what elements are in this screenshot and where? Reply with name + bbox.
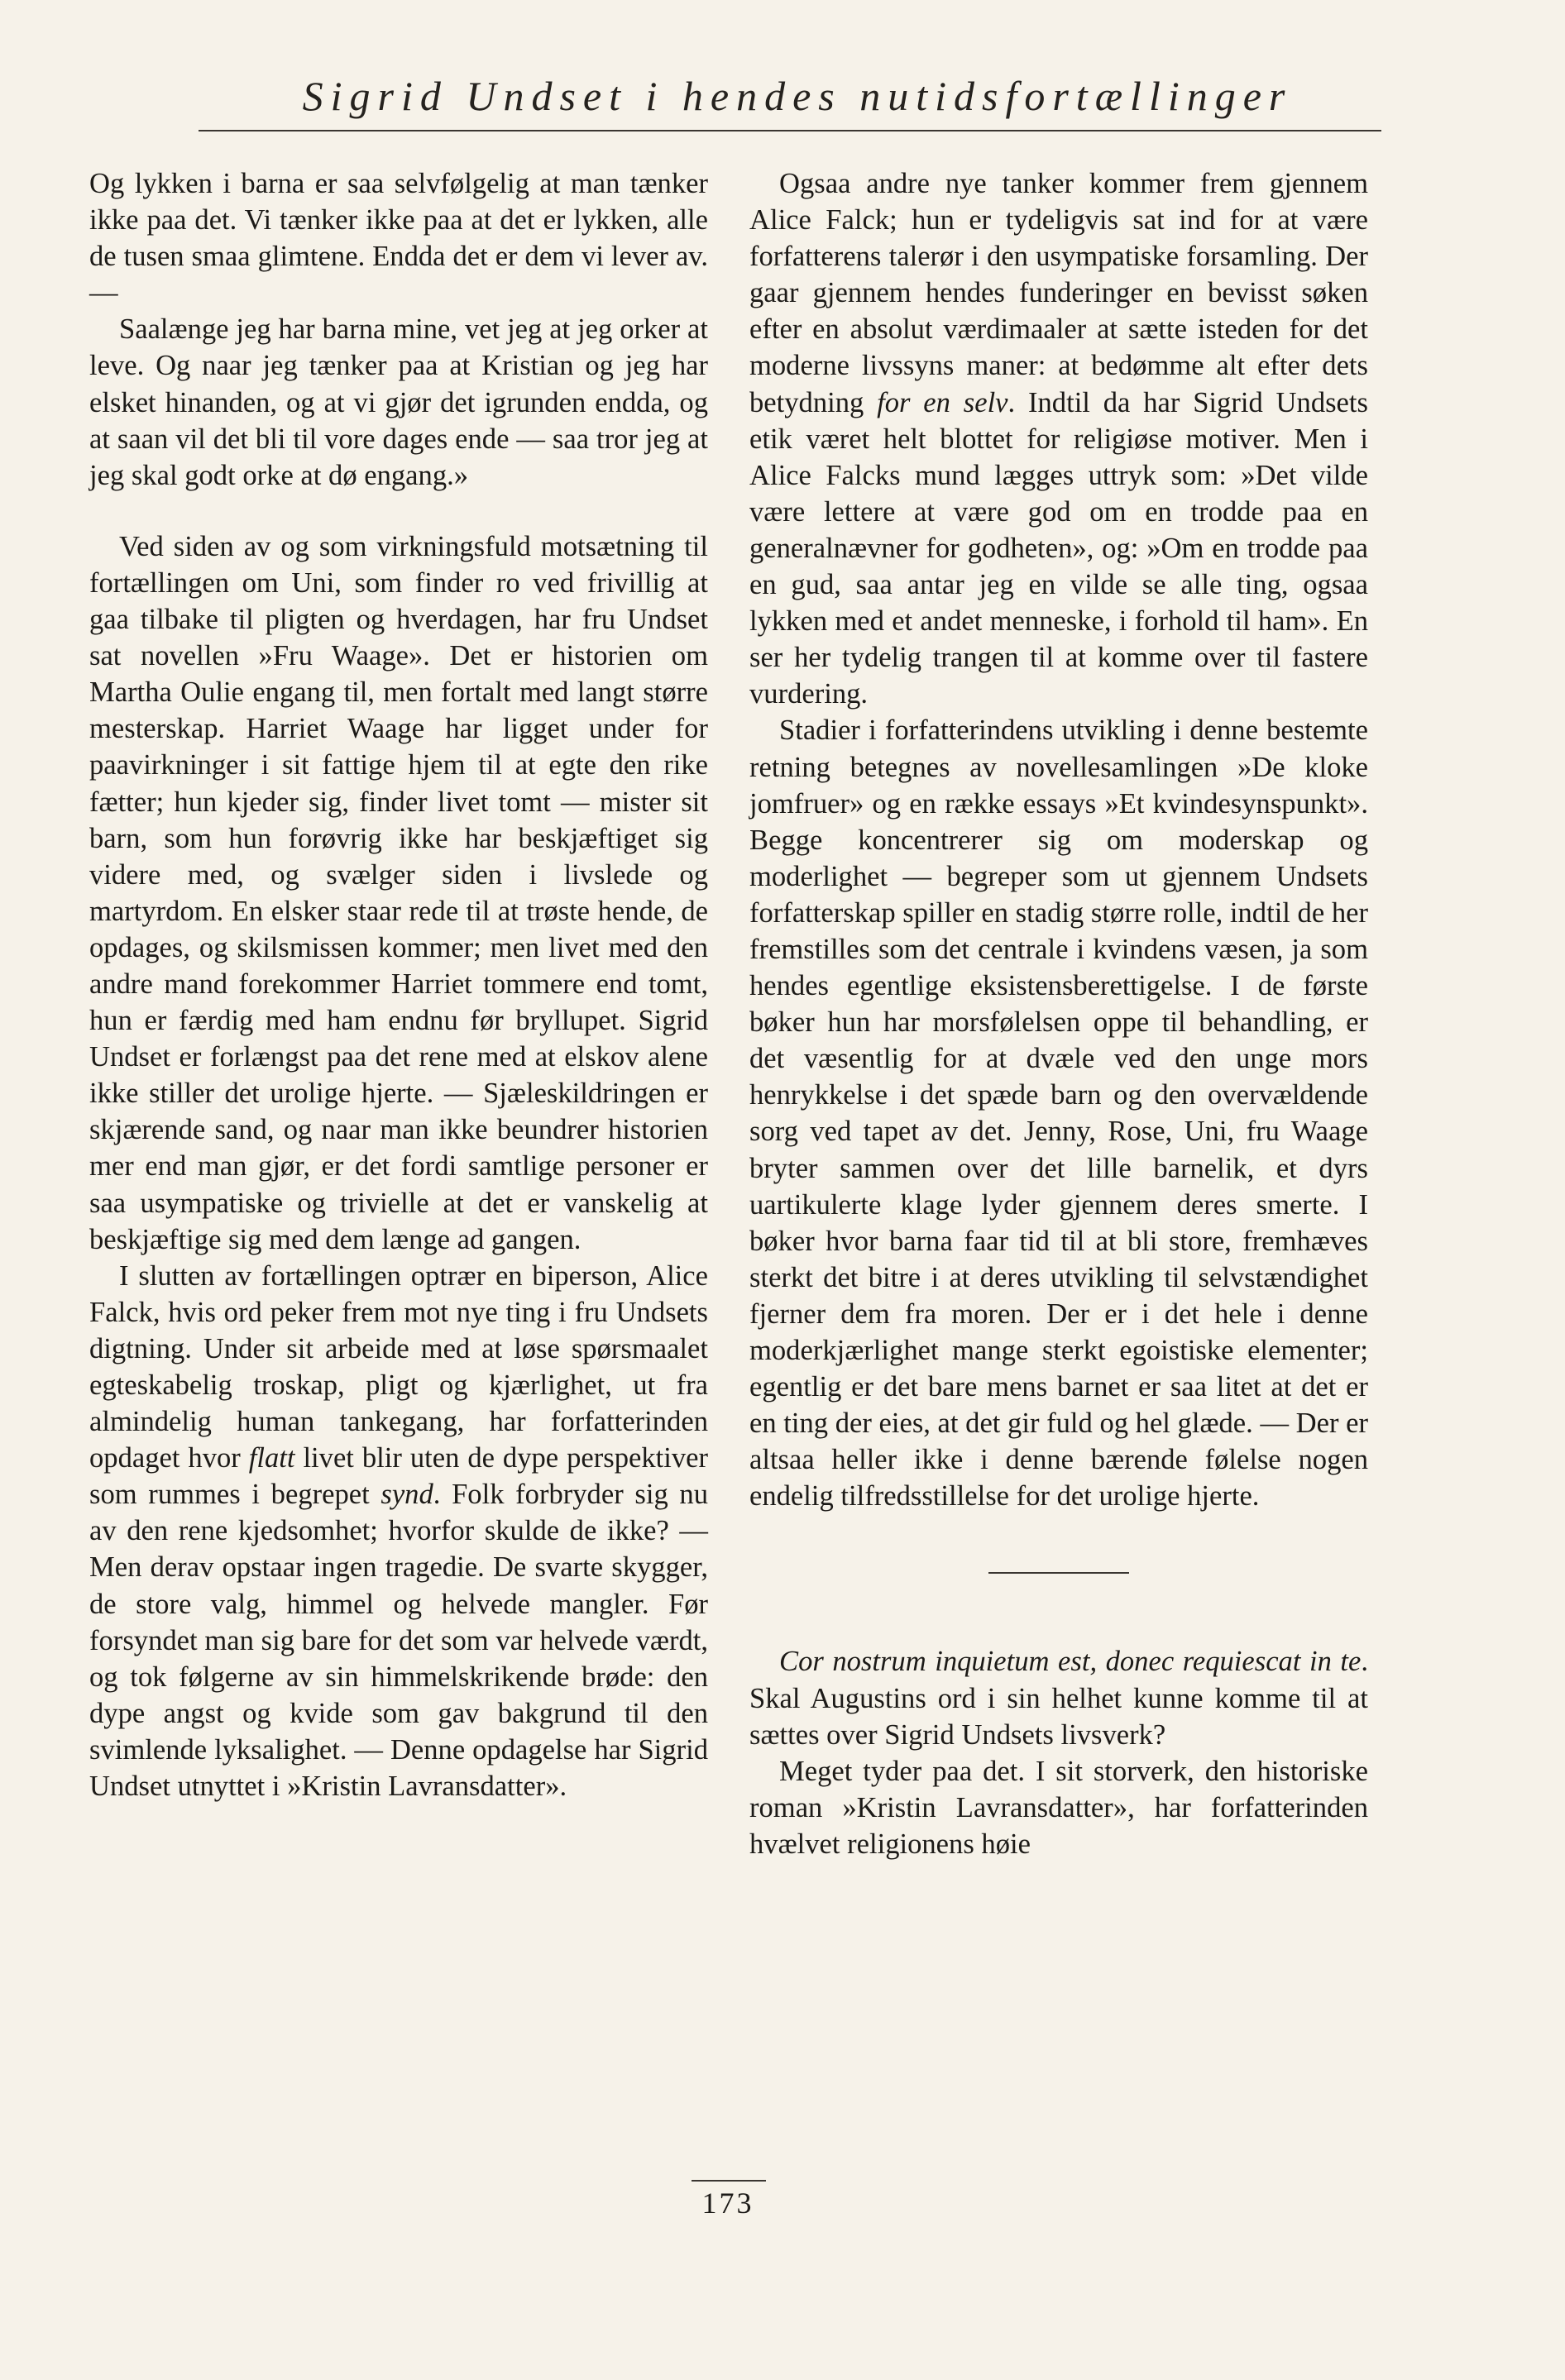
paragraph: Ved siden av og som virkningsfuld motsætning til fortællingen om Uni, som finder ro ved frivillig at gaa tilbake til pligten og hverdagen, har fru Undset sat novellen »Fru Waage». Det er historien om Martha Oulie engang til, men fortalt med langt større mesterskap. Harriet Waage har ligget under for paavirkninger i sit fattige hjem til at egte den rike fætter; hun kjeder sig, finder livet tomt — mister sit barn, som hun forøvrig ikke har beskjæftiget sig videre med, og svælger siden i livslede og martyrdom. En elsker staar rede til at trøste hende, de opdages, og skilsmissen kommer; men livet med den andre mand forekommer Harriet tommere end tomt, hun er færdig med ham endnu før bryllupet. Sigrid Undset er forlængst paa det rene med at elskov alene ikke stiller det urolige hjerte. — Sjæleskildringen er skjærende sand, og naar man ikke beundrer historien mer end man gjør, er det fordi samtlige personer er saa usympatiske og trivielle at det er vanskelig at beskjæftige sig med dem længe ad gangen. [89,530,708,1255]
paragraph: Meget tyder paa det. I sit storverk, den historiske roman »Kristin Lavransdatter», har forfatterinden hvælvet religionens høie [749,1755,1368,1860]
text-run: . Skal Augustins ord i sin helhet kunne komme til at sættes over Sigrid Undsets livsverk? [749,1646,1368,1751]
text-run: I slutten av fortællingen optrær en biperson, Alice Falck, hvis ord peker frem mot nye ting i fru Undsets digtning. Under sit arbeide med at løse spørsmaalet egteskabelig troskap, pligt og kjærlighet, ut fra almindelig human tankegang, har forfatterinden opdaget hvor [89,1259,708,1474]
running-head: Sigrid Undset i hendes nutidsfortællinger [302,73,1293,119]
latin-quote: Cor nostrum inquietum est, donec requiescat in te [779,1646,1362,1678]
paragraph: Og lykken i barna er saa selvfølgelig at man tænker ikke paa det. Vi tænker ikke paa at det er lykken, alle de tusen smaa glimtene. Endda det er dem vi lever av. — [89,168,708,309]
paragraph [749,165,1368,712]
paragraph: Saalænge jeg har barna mine, vet jeg at jeg orker at leve. Og naar jeg tænker paa at Kristian og jeg har elsket hinanden, og at vi gjør det igrunden endda, og at saan vil det bli til vore dages ende — saa tror jeg at jeg skal godt orke at dø engang.» [89,313,708,491]
emphasis: for en selv [877,386,1008,418]
folio-rule [692,2180,766,2182]
left-column [89,165,708,1804]
text-run: . Indtil da har Sigrid Undsets etik været helt blottet for religiøse motiver. Men i Alice Falcks mund lægges uttryk som: »Det vilde være lettere at være god om en trodde paa en generalnævner for godheten», og: »Om en trodde paa en gud, saa antar jeg en vilde se alle ting, ogsaa lykken med et andet menneske, i forhold til ham». En ser her tydelig trangen til at komme over til fastere vurdering. [749,386,1368,710]
paragraph [749,1643,1368,1752]
paragraph [89,1258,708,1804]
emphasis: synd [380,1479,433,1511]
header-rule [199,130,1381,131]
right-column [749,165,1368,1862]
page-number: 173 [701,2186,754,2220]
emphasis: flatt [248,1442,295,1474]
text-run: . Folk forbryder sig nu av den rene kjedsomhet; hvorfor skulde de ikke? — Men derav opstaar ingen tragedie. De svarte skygger, de store valg, himmel og helvede mangler. Før forsyndet man sig bare for det som var helvede værdt, og tok følgerne av sin himmelskrikende brøde: den dype angst og kvide som gav bakgrund til den svimlende lyksalighet. — Denne opdagelse har Sigrid Undset utnyttet i »Kristin Lavransdatter». [89,1479,708,1803]
paragraph: Stadier i forfatterindens utvikling i denne bestemte retning betegnes av novellesamlingen »De kloke jomfruer» og en række essays »Et kvindesynspunkt». Begge koncentrerer sig om moderskap og moderlighet — begreper som ut gjennem Undsets forfatterskap spiller en stadig større rolle, indtil de her fremstilles som det centrale i kvindens væsen, ja som hendes egentlige eksistensberettigelse. I de første bøker hun har morsfølelsen oppe til behandling, er det væsentlig for at dvæle ved den unge mors henrykkelse i det spæde barn og den overvældende sorg ved tapet av det. Jenny, Rose, Uni, fru Waage bryter sammen over det lille barnelik, et dyrs uartikulerte klage lyder gjennem deres smerte. I bøker hvor barna faar tid til at bli store, fremhæves sterkt det bitre i at deres utvikling til selvstændighet fjerner dem fra moren. Der er i det hele i denne moderkjærlighet mange sterkt egoistiske elementer; egentlig er det bare mens barnet er saa litet at det er en ting der eies, at det gir fuld og hel glæde. — Der er altsaa heller ikke i denne bærende følelse nogen endelig tilfredsstillelse for det urolige hjerte. [749,714,1369,1513]
text-run: Ogsaa andre nye tanker kommer frem gjennem Alice Falck; hun er tydeligvis sat ind for at være forfatterens talerør i den usympatiske forsamling. Der gaar gjennem hendes funderinger en bevisst søken efter en absolut værdimaaler at sætte isteden for det moderne livssyns maner: at bedømme alt efter dets betydning [749,168,1368,418]
text-run: livet blir uten de dype perspektiver som rummes i begrepet [89,1442,708,1511]
section-rule [988,1572,1129,1574]
